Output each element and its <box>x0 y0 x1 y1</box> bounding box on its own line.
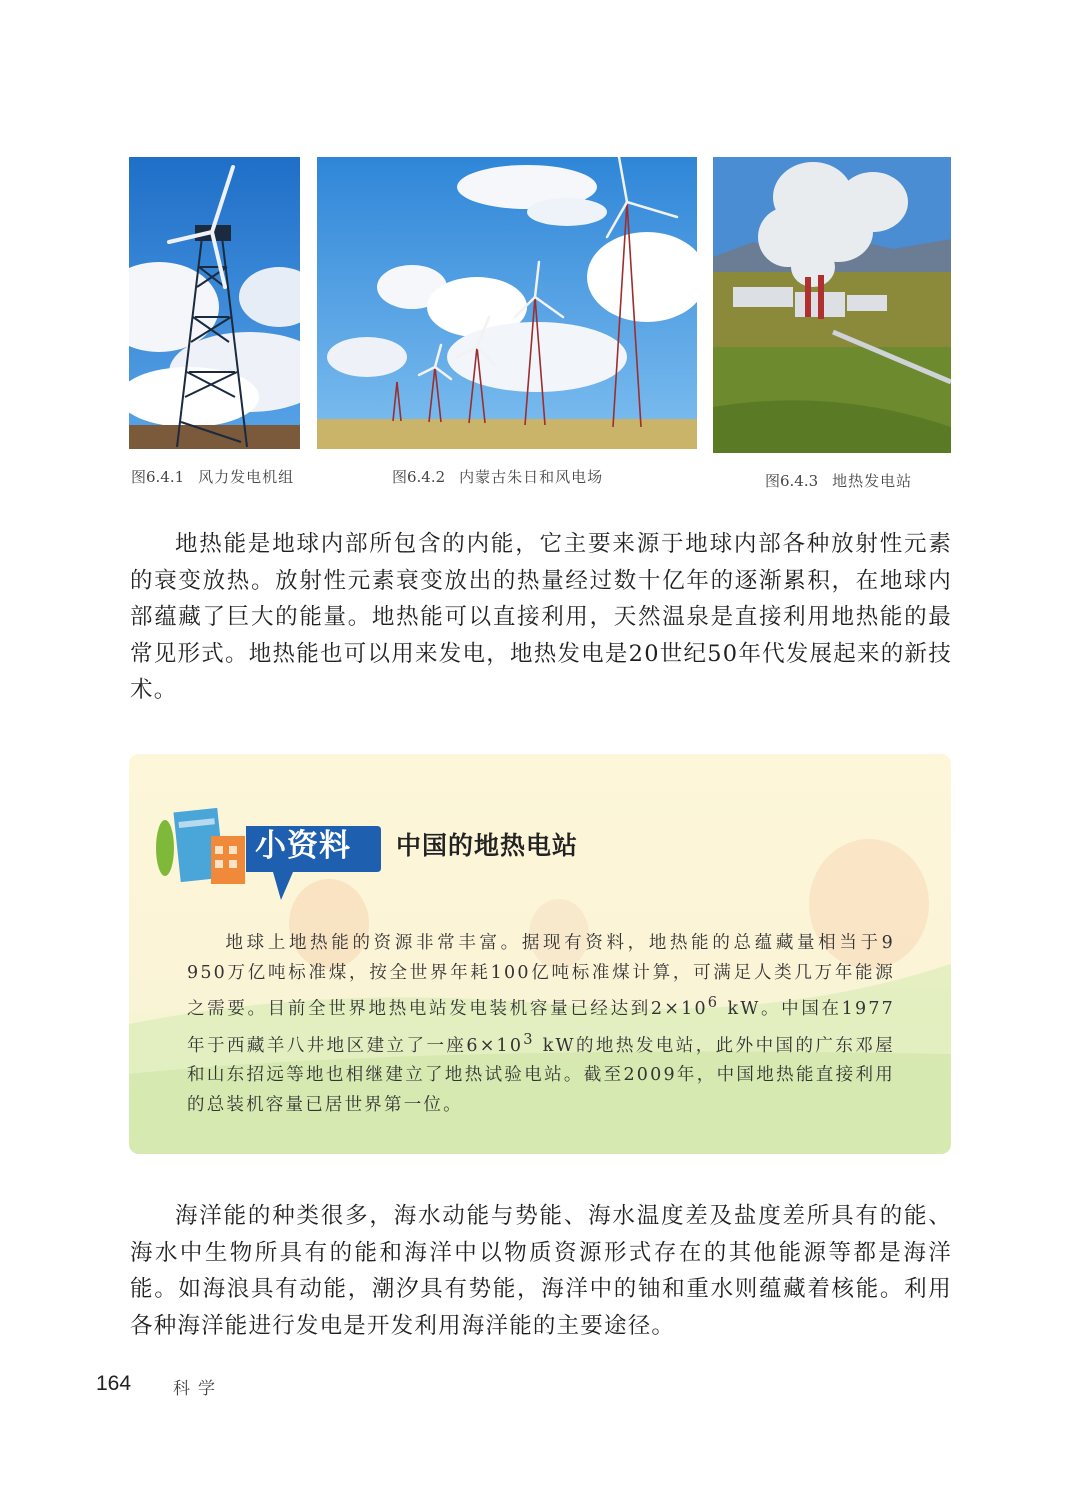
geothermal-plant-photo <box>713 157 951 453</box>
figure-caption-3: 图6.4.3 地热发电站 <box>765 472 913 490</box>
paragraph-ocean-energy: 海洋能的种类很多，海水动能与势能、海水温度差及盐度差所具有的能、海水中生物所具有的能和海洋中以物质资源形式存在的其他能源等都是海洋能。如海浪具有动能，潮汐具有势能，海洋中的铀和重水则蕴藏着核能。利用各种海洋能进行发电是开发利用海洋能的主要途径。 <box>130 1203 952 1339</box>
figure-caption-2: 图6.4.2 内蒙古朱日和风电场 <box>392 468 604 486</box>
paragraph-geothermal: 地热能是地球内部所包含的内能，它主要来源于地球内部各种放射性元素的衰变放热。放射性元素衰变放出的热量经过数十亿年的逐渐累积，在地球内部蕴藏了巨大的能量。地热能可以直接利用，天然温泉是直接利用地热能的最常见形式。地热能也可以用来发电，地热发电是20世纪50年代发展起来的新技术。 <box>130 531 952 703</box>
figure-geothermal-plant <box>713 157 951 453</box>
info-box <box>129 754 951 1154</box>
wind-turbine-photo <box>129 157 300 449</box>
figure-wind-turbine <box>129 157 300 449</box>
info-badge-label: 小资料 <box>255 828 351 864</box>
page-number: 164 <box>96 1372 132 1395</box>
figure-wind-farm <box>317 157 697 449</box>
info-box-title: 中国的地热电站 <box>396 831 579 860</box>
books-icon <box>156 808 245 884</box>
subject-label: 科学 <box>173 1379 223 1399</box>
info-box-text: 地球上地热能的资源非常丰富。据现有资料，地热能的总蕴藏量相当于9 950万亿吨标准煤，按全世界年耗100亿吨标准煤计算，可满足人类几万年能源之需要。目前全世界地热电站发电装机容量已经达到$2\times 10^6$ kW。中国在1977年于西藏羊八井地区建立了一座$6\times 10^3$ kW的地热发电站，此外中国的广东邓屋和山东招远等地也相继建立了地热试验电站。截至2009年，中国地热能直接利用的总装机容量已居世界第一位。 <box>187 933 895 1115</box>
wind-farm-photo <box>317 157 697 449</box>
figure-caption-1: 图6.4.1 风力发电机组 <box>131 468 295 486</box>
